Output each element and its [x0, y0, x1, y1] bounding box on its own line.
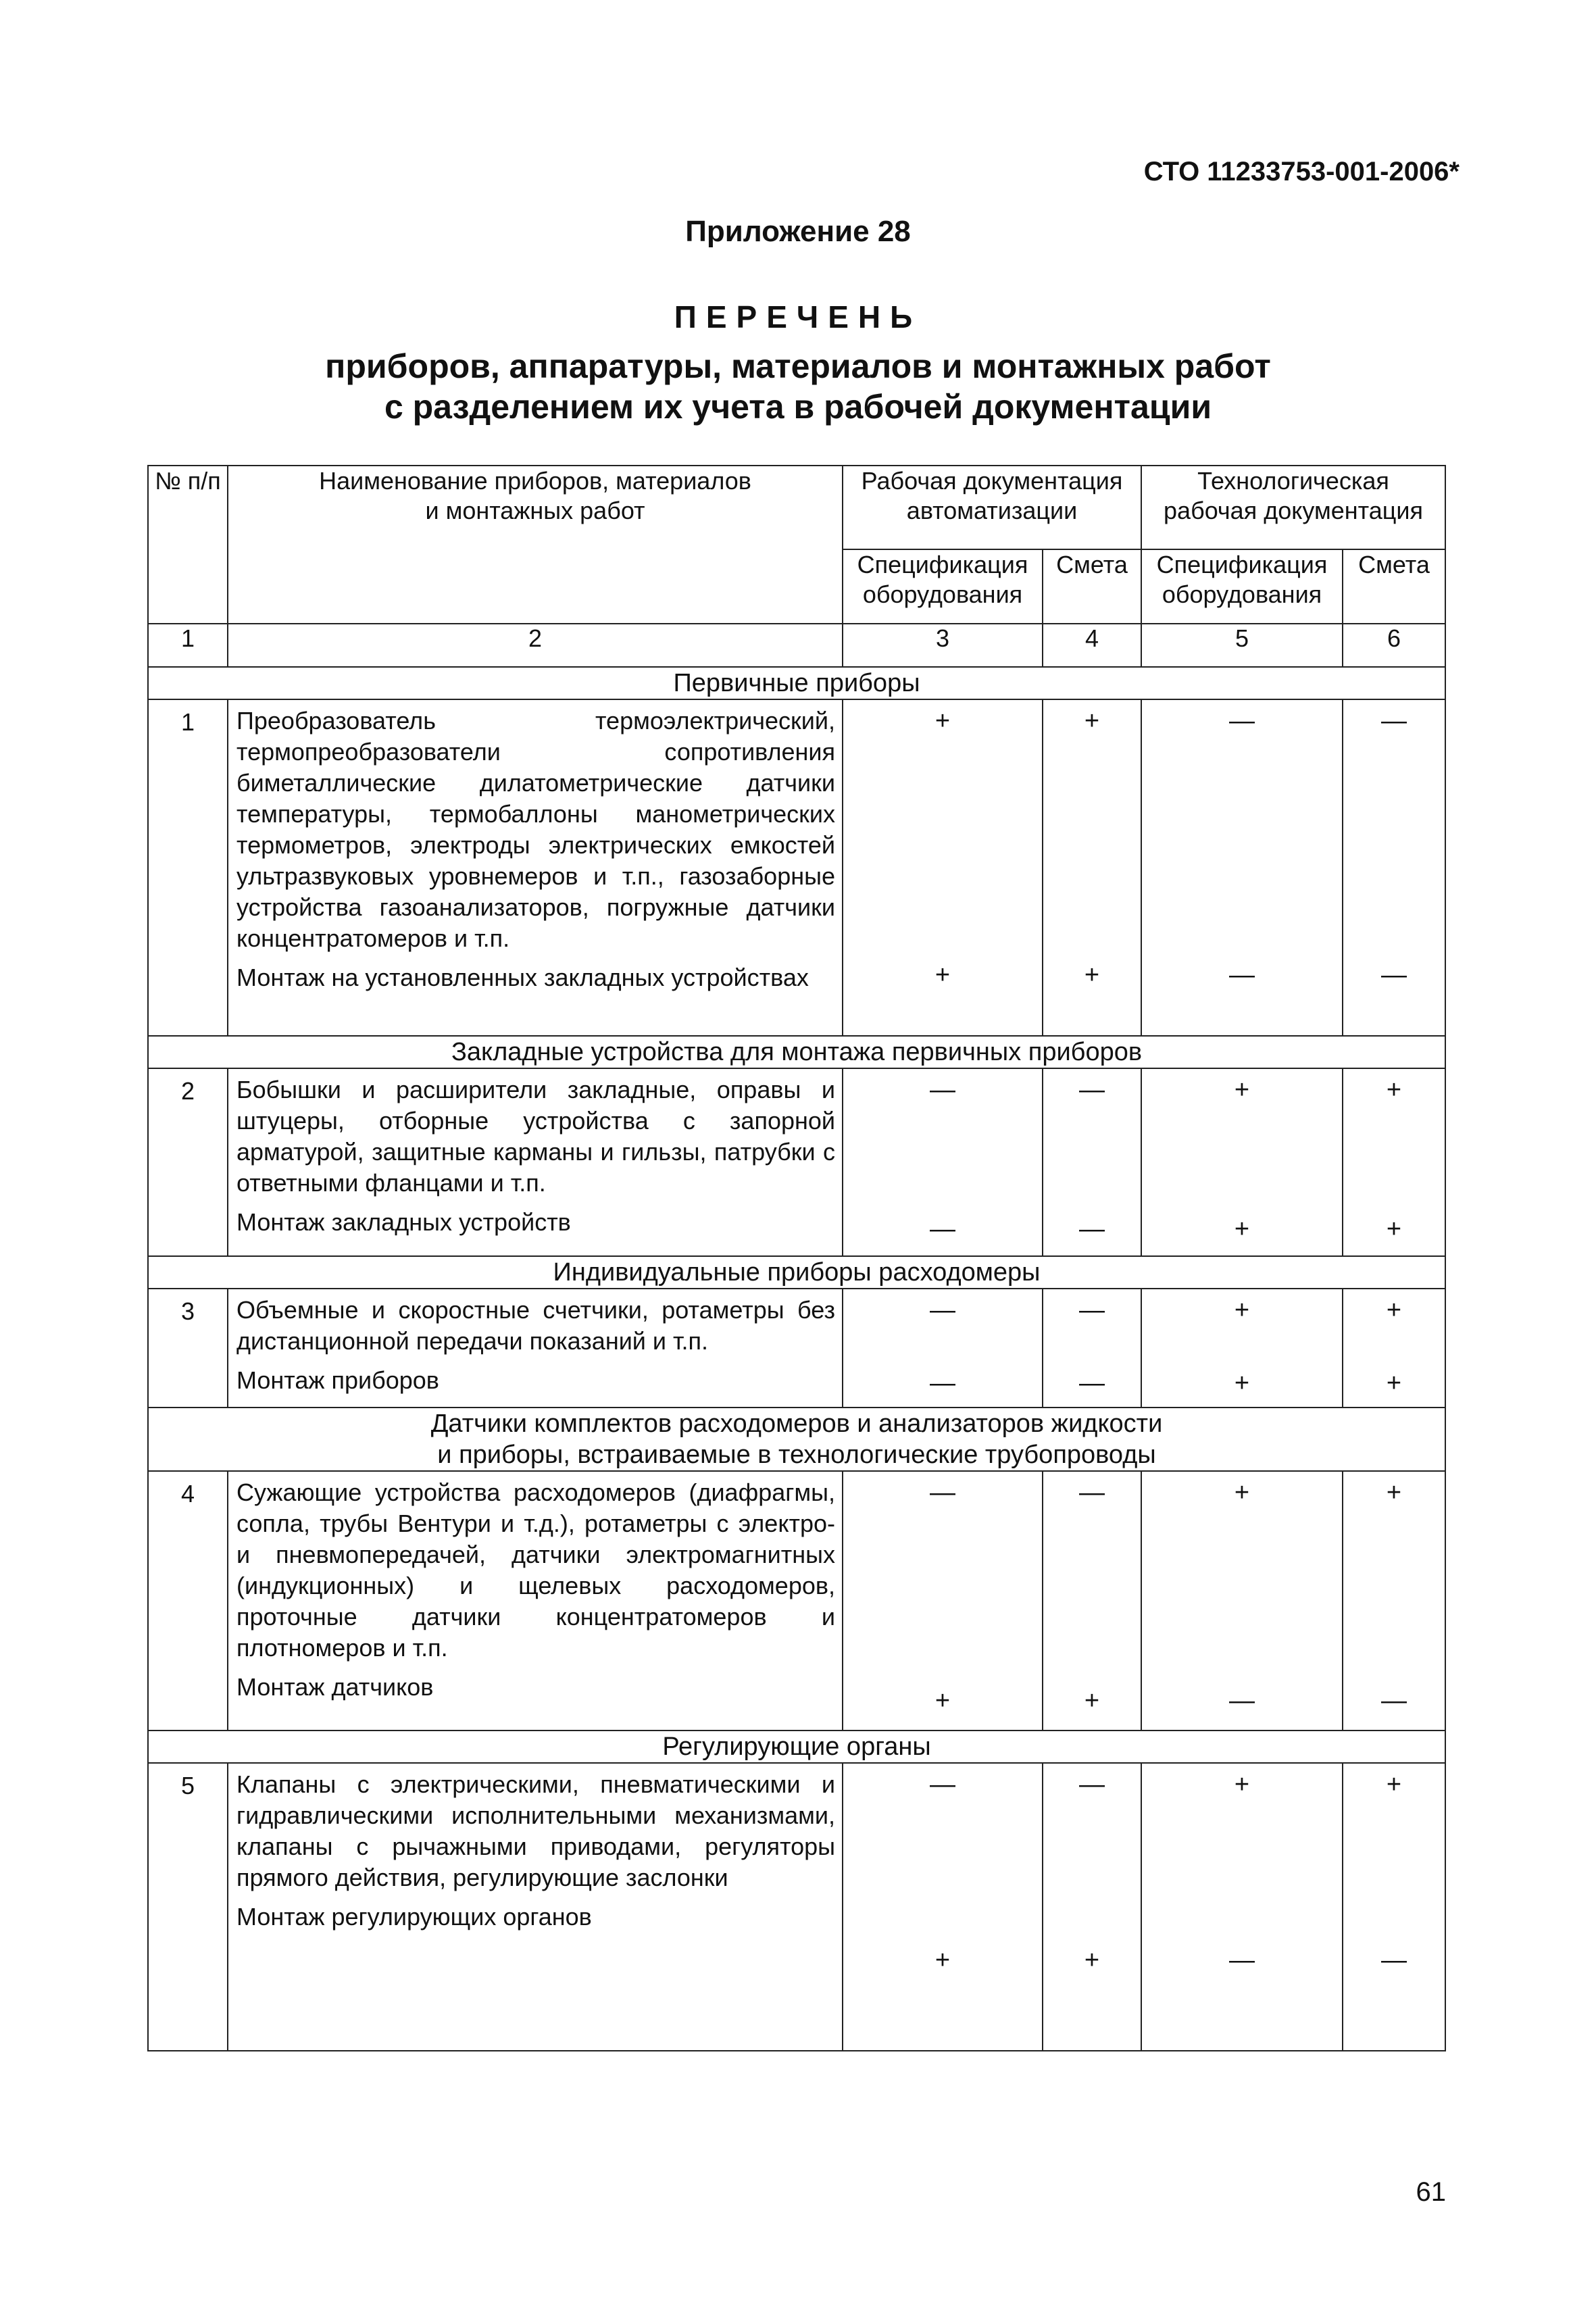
- mark: +: [1386, 1478, 1402, 1507]
- mark: —: [1229, 707, 1255, 735]
- mark: +: [934, 961, 951, 989]
- section-title: Первичные приборы: [148, 667, 1445, 699]
- column-number: 4: [1043, 624, 1141, 667]
- header-automation-line-2: автоматизации: [906, 497, 1078, 524]
- mark: +: [1084, 961, 1100, 989]
- mark: —: [930, 1478, 955, 1507]
- appendix-label: Приложение 28: [685, 215, 911, 248]
- table-row: [148, 1471, 1445, 1731]
- table-row: [148, 1068, 1445, 1256]
- spec-technological-cell: [1141, 1289, 1343, 1408]
- item-text: Преобразователь термоэлектрический, термопреобразователи сопротивления биметаллические дилатометрические датчики температуры, термобаллоны манометрических термометров, электроды электрических емкостей ультразвуковых уровнемеров и т.п., газозаборные устройства газоанализаторов, погружные датчики концентратомеров и т.п.: [236, 707, 835, 952]
- mark: —: [1381, 707, 1407, 735]
- section-title: Индивидуальные приборы расходомеры: [148, 1256, 1445, 1289]
- estimate-automation-cell: [1043, 1289, 1141, 1408]
- section-header: [148, 1036, 1445, 1068]
- spec-automation-cell: [843, 1471, 1043, 1731]
- header-spec-line-2: оборудования: [862, 580, 1023, 608]
- estimate-automation-cell: [1043, 1763, 1141, 2051]
- item-text: Монтаж закладных устройств: [236, 1208, 571, 1236]
- table-row: [148, 1763, 1445, 2051]
- section-title: Регулирующие органы: [148, 1731, 1445, 1763]
- mark: —: [1079, 1478, 1105, 1507]
- spec-technological-cell: [1141, 699, 1343, 1036]
- column-number: 2: [228, 624, 843, 667]
- mark: —: [930, 1369, 955, 1397]
- item-text: Объемные и скоростные счетчики, ротаметры без дистанционной передачи показаний и т.п.: [236, 1296, 835, 1355]
- mark: —: [930, 1215, 955, 1243]
- spec-technological-cell: [1141, 1068, 1343, 1256]
- section-title-line-2: и приборы, встраиваемые в технологические трубопроводы: [437, 1441, 1156, 1469]
- mark: +: [1234, 1770, 1250, 1799]
- estimate-automation-cell: [1043, 699, 1141, 1036]
- mark: —: [1381, 1687, 1407, 1715]
- section-header: [148, 1256, 1445, 1289]
- header-name: [228, 466, 843, 624]
- mark: —: [930, 1076, 955, 1104]
- mark: +: [1386, 1215, 1402, 1243]
- item-text: Монтаж регулирующих органов: [236, 1903, 592, 1931]
- row-number: 2: [148, 1068, 228, 1256]
- mark: +: [1234, 1296, 1250, 1324]
- section-header: [148, 1731, 1445, 1763]
- header-spec-technological: [1141, 549, 1343, 624]
- mark: +: [1386, 1369, 1402, 1397]
- mark: +: [1084, 707, 1100, 735]
- mark: +: [1084, 1687, 1100, 1715]
- spec-technological-cell: [1141, 1471, 1343, 1731]
- header-estimate-automation: Смета: [1043, 549, 1141, 624]
- list-heading: ПЕРЕЧЕНЬ: [674, 299, 922, 334]
- column-numbers-row: [148, 624, 1445, 667]
- mark: —: [1229, 961, 1255, 989]
- mark: +: [1234, 1215, 1250, 1243]
- row-number: 4: [148, 1471, 228, 1731]
- mark: +: [1084, 1946, 1100, 1974]
- item-text: Монтаж датчиков: [236, 1673, 434, 1701]
- column-number: 5: [1141, 624, 1343, 667]
- estimate-technological-cell: [1343, 1289, 1445, 1408]
- spec-technological-cell: [1141, 1763, 1343, 2051]
- mark: —: [930, 1770, 955, 1799]
- mark: —: [1079, 1215, 1105, 1243]
- item-text: Бобышки и расширители закладные, оправы и штуцеры, отборные устройства с запорной арматурой, защитные карманы и гильзы, патрубки с ответными фланцами и т.п.: [236, 1076, 835, 1197]
- item-text: Клапаны с электрическими, пневматическими и гидравлическими исполнительными механизмами, клапаны с рычажными приводами, регуляторы прямого действия, регулирующие заслонки: [236, 1770, 835, 1891]
- estimate-automation-cell: [1043, 1068, 1141, 1256]
- item-text: Монтаж приборов: [236, 1366, 439, 1394]
- row-description: [228, 1068, 843, 1256]
- header-technological-line-1: Технологическая: [1197, 467, 1389, 495]
- header-automation-docs: [843, 466, 1141, 549]
- header-technological-line-2: рабочая документация: [1164, 497, 1423, 524]
- estimate-automation-cell: [1043, 1471, 1141, 1731]
- table-row: [148, 1289, 1445, 1408]
- header-technological-docs: [1141, 466, 1445, 549]
- header-name-line-2: и монтажных работ: [425, 497, 645, 524]
- header-automation-line-1: Рабочая документация: [861, 467, 1123, 495]
- section-title: Закладные устройства для монтажа первичных приборов: [148, 1036, 1445, 1068]
- mark: —: [1079, 1076, 1105, 1104]
- mark: —: [1229, 1946, 1255, 1974]
- item-text: Монтаж на установленных закладных устройствах: [236, 964, 809, 991]
- mark: —: [1381, 1946, 1407, 1974]
- table-row: [148, 699, 1445, 1036]
- estimate-technological-cell: [1343, 1763, 1445, 2051]
- document-code: СТО 11233753-001-2006*: [1143, 157, 1460, 186]
- header-spec-automation: [843, 549, 1043, 624]
- page-number: 61: [1416, 2177, 1446, 2207]
- mark: +: [1234, 1478, 1250, 1507]
- row-description: [228, 1289, 843, 1408]
- spec-automation-cell: [843, 1763, 1043, 2051]
- mark: —: [1079, 1770, 1105, 1799]
- section-title-line-1: Датчики комплектов расходомеров и анализаторов жидкости: [430, 1410, 1163, 1438]
- mark: —: [930, 1296, 955, 1324]
- mark: —: [1079, 1369, 1105, 1397]
- estimate-technological-cell: [1343, 1068, 1445, 1256]
- header-estimate-technological: Смета: [1343, 549, 1445, 624]
- row-number: 1: [148, 699, 228, 1036]
- mark: +: [1386, 1770, 1402, 1799]
- estimate-technological-cell: [1343, 1471, 1445, 1731]
- equipment-table: [147, 465, 1446, 2051]
- section-header: [148, 1408, 1445, 1471]
- mark: —: [1229, 1687, 1255, 1715]
- title-line-1: приборов, аппаратуры, материалов и монтажных работ: [325, 347, 1271, 385]
- header-name-line-1: Наименование приборов, материалов: [319, 467, 751, 495]
- mark: +: [1386, 1296, 1402, 1324]
- header-spec-line-2: оборудования: [1162, 580, 1322, 608]
- row-number: 5: [148, 1763, 228, 2051]
- mark: +: [934, 707, 951, 735]
- row-number: 3: [148, 1289, 228, 1408]
- section-title: [148, 1408, 1445, 1471]
- mark: —: [1079, 1296, 1105, 1324]
- item-text: Сужающие устройства расходомеров (диафрагмы, сопла, трубы Вентури и т.д.), ротаметры с электро- и пневмопередачей, датчики электромагнитных (индукционных) и щелевых расходомеров, проточные датчики концентратомеров и плотномеров и т.п.: [236, 1478, 835, 1662]
- row-description: [228, 1763, 843, 2051]
- spec-automation-cell: [843, 1068, 1043, 1256]
- spec-automation-cell: [843, 699, 1043, 1036]
- row-description: [228, 1471, 843, 1731]
- row-description: [228, 699, 843, 1036]
- spec-automation-cell: [843, 1289, 1043, 1408]
- column-number: 6: [1343, 624, 1445, 667]
- header-spec-line-1: Спецификация: [1156, 551, 1328, 578]
- header-spec-line-1: Спецификация: [857, 551, 1028, 578]
- mark: +: [1386, 1076, 1402, 1104]
- mark: —: [1381, 961, 1407, 989]
- mark: +: [1234, 1369, 1250, 1397]
- title-line-2: с разделением их учета в рабочей документации: [384, 388, 1212, 426]
- mark: +: [934, 1687, 951, 1715]
- mark: +: [934, 1946, 951, 1974]
- estimate-technological-cell: [1343, 699, 1445, 1036]
- column-number: 1: [148, 624, 228, 667]
- header-number: № п/п: [148, 466, 228, 624]
- section-header: [148, 667, 1445, 699]
- column-number: 3: [843, 624, 1043, 667]
- document-title: [0, 346, 1596, 427]
- mark: +: [1234, 1076, 1250, 1104]
